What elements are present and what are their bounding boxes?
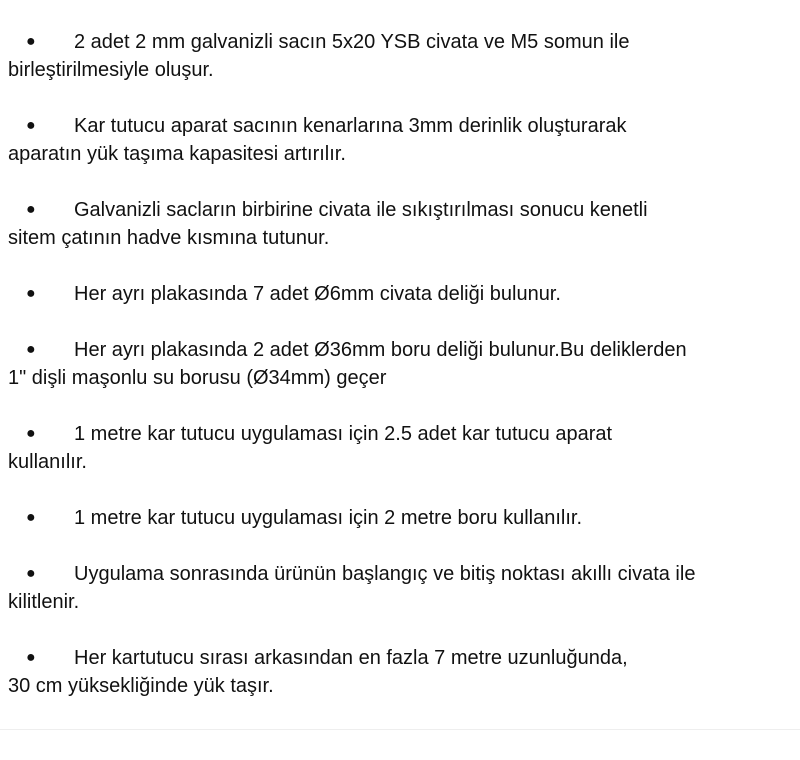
list-item-line (8, 560, 800, 588)
list-item (8, 280, 800, 308)
list-item-line: 30 cm yüksekliğinde yük taşır. (8, 675, 274, 697)
bullet-icon: ● (26, 565, 36, 582)
list-item-text: Uygulama sonrasında ürünün başlangıç ve bitiş noktası akıllı civata ile (74, 563, 696, 585)
list-item-text: Her ayrı plakasında 7 adet Ø6mm civata deliği bulunur. (74, 283, 561, 305)
bullet-icon: ● (26, 425, 36, 442)
list-item-line (8, 504, 800, 532)
bullet-icon: ● (26, 201, 36, 218)
list-item (8, 644, 800, 700)
list-item-line: birleştirilmesiyle oluşur. (8, 59, 214, 81)
list-item-text: 1 metre kar tutucu uygulaması için 2 metre boru kullanılır. (74, 507, 583, 529)
bullet-icon: ● (26, 341, 36, 358)
list-item-text: Galvanizli sacların birbirine civata ile sıkıştırılması sonucu kenetli (74, 199, 648, 221)
list-item-line (8, 420, 800, 448)
list-item-line: kilitlenir. (8, 591, 80, 613)
bullet-icon: ● (26, 117, 36, 134)
list-item-line: aparatın yük taşıma kapasitesi artırılır. (8, 143, 346, 165)
list-item-text: 1 metre kar tutucu uygulaması için 2.5 adet kar tutucu aparat (74, 423, 613, 445)
list-item-line (8, 644, 800, 672)
list-item (8, 420, 800, 476)
list-item-line (8, 196, 800, 224)
list-item (8, 28, 800, 84)
bullet-icon: ● (26, 285, 36, 302)
bullet-icon: ● (26, 33, 36, 50)
list-item-line: kullanılır. (8, 451, 87, 473)
list-item-text: 2 adet 2 mm galvanizli sacın 5x20 YSB civata ve M5 somun ile (74, 31, 630, 53)
list-item (8, 504, 800, 532)
list-item (8, 196, 800, 252)
list-item-line (8, 280, 800, 308)
list-item-text: Her kartutucu sırası arkasından en fazla 7 metre uzunluğunda, (74, 647, 628, 669)
list-item-line: 1" dişli maşonlu su borusu (Ø34mm) geçer (8, 367, 387, 389)
bullet-icon: ● (26, 649, 36, 666)
list-item (8, 336, 800, 392)
list-item-text: Her ayrı plakasında 2 adet Ø36mm boru deliği bulunur.Bu deliklerden (74, 339, 687, 361)
list-item-line (8, 112, 800, 140)
list-item-text: Kar tutucu aparat sacının kenarlarına 3mm derinlik oluşturarak (74, 115, 627, 137)
list-item (8, 112, 800, 168)
bullet-icon: ● (26, 509, 36, 526)
bottom-divider (0, 729, 800, 730)
list-item (8, 560, 800, 616)
list-item-line (8, 28, 800, 56)
list-item-line: sitem çatının hadve kısmına tutunur. (8, 227, 330, 249)
list-item-line (8, 336, 800, 364)
